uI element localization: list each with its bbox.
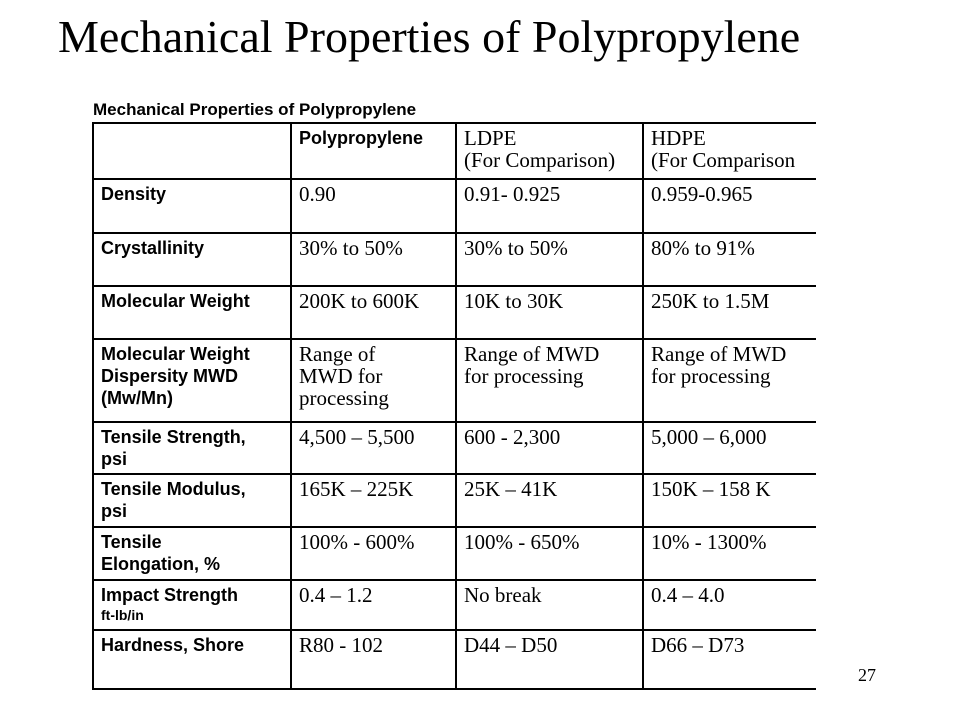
cell-text-line: 0.4 – 1.2 — [299, 583, 373, 607]
hdpe-value — [643, 286, 816, 339]
row-label — [93, 179, 291, 233]
pp-value — [291, 339, 456, 422]
row-label — [93, 580, 291, 630]
cell-text-line: for processing — [464, 364, 584, 388]
hdpe-value — [643, 339, 816, 422]
ldpe-value — [456, 422, 643, 474]
cell-text-line: 250K to 1.5M — [651, 289, 770, 313]
pp-value — [291, 233, 456, 286]
cell-text-line: 4,500 – 5,500 — [299, 425, 415, 449]
table-row-tensile-strength — [93, 422, 816, 474]
properties-table-container — [92, 122, 816, 691]
hdpe-value — [643, 474, 816, 527]
cell-text-line: Range of MWD — [651, 342, 787, 366]
hdpe-value — [643, 580, 816, 630]
cell-text-line: 10% - 1300% — [651, 530, 767, 554]
cell-text-line: R80 - 102 — [299, 633, 383, 657]
header-hdpe — [643, 123, 816, 179]
ldpe-value — [456, 527, 643, 580]
cell-text-line: Elongation, % — [101, 554, 220, 574]
ldpe-value — [456, 474, 643, 527]
cell-text-line: 10K to 30K — [464, 289, 564, 313]
cell-text-line: HDPE — [651, 126, 706, 150]
cell-text-line: 0.4 – 4.0 — [651, 583, 725, 607]
cell-text-line: 150K – 158 K — [651, 477, 771, 501]
table-row-tensile-elongation — [93, 527, 816, 580]
cell-text-line: 100% - 600% — [299, 530, 415, 554]
cell-text-line: Impact Strength — [101, 585, 239, 605]
cell-text-line: Dispersity MWD — [101, 366, 239, 386]
row-label — [93, 527, 291, 580]
cell-text-line: Polypropylene — [299, 128, 424, 148]
table-row-mwd — [93, 339, 816, 422]
table-row-tensile-modulus — [93, 474, 816, 527]
cell-text-line: (For Comparison — [651, 148, 796, 172]
pp-value — [291, 527, 456, 580]
table-row-impact-strength — [93, 580, 816, 630]
ldpe-value — [456, 179, 643, 233]
cell-text-line: LDPE — [464, 126, 517, 150]
cell-text-line: Tensile Modulus, — [101, 479, 246, 499]
ldpe-value — [456, 630, 643, 689]
hdpe-value — [643, 179, 816, 233]
table-row-molecular-weight — [93, 286, 816, 339]
cell-text-line: Hardness, Shore — [101, 635, 245, 655]
pp-value — [291, 630, 456, 689]
cell-text-line: for processing — [651, 364, 771, 388]
cell-text-line: (Mw/Mn) — [101, 388, 173, 408]
row-label — [93, 233, 291, 286]
table-header-row — [93, 123, 816, 179]
table-row-density — [93, 179, 816, 233]
cell-text-line: D66 – D73 — [651, 633, 745, 657]
hdpe-value — [643, 233, 816, 286]
cell-text-line: Molecular Weight — [101, 291, 250, 311]
header-ldpe — [456, 123, 643, 179]
table-row-hardness — [93, 630, 816, 689]
table-caption: Mechanical Properties of Polypropylene — [93, 100, 417, 119]
cell-text-line: 30% to 50% — [299, 236, 403, 260]
header-corner-cell — [93, 123, 291, 179]
ldpe-value — [456, 233, 643, 286]
cell-text-line: ft-lb/in — [101, 607, 144, 623]
page-number: 27 — [858, 665, 876, 685]
hdpe-value — [643, 630, 816, 689]
pp-value — [291, 474, 456, 527]
row-label — [93, 339, 291, 422]
properties-table — [92, 122, 816, 690]
cell-text-line: 200K to 600K — [299, 289, 420, 313]
pp-value — [291, 580, 456, 630]
cell-text-line: 165K – 225K — [299, 477, 414, 501]
slide-title: Mechanical Properties of Polypropylene — [58, 11, 801, 62]
cell-text-line: Tensile — [101, 532, 162, 552]
cell-text-line: 600 - 2,300 — [464, 425, 561, 449]
cell-text-line: Range of MWD — [464, 342, 600, 366]
cell-text-line: Crystallinity — [101, 238, 205, 258]
cell-text-line: 0.90 — [299, 182, 336, 206]
cell-text-line: (For Comparison) — [464, 148, 616, 172]
cell-text-line: D44 – D50 — [464, 633, 558, 657]
cell-text-line: MWD for — [299, 364, 383, 388]
ldpe-value — [456, 286, 643, 339]
pp-value — [291, 422, 456, 474]
cell-text-line: Molecular Weight — [101, 344, 250, 364]
cell-text-line: 80% to 91% — [651, 236, 755, 260]
cell-text-line: Tensile Strength, — [101, 427, 246, 447]
pp-value — [291, 286, 456, 339]
row-label — [93, 630, 291, 689]
row-label — [93, 422, 291, 474]
cell-text-line: 30% to 50% — [464, 236, 568, 260]
ldpe-value — [456, 339, 643, 422]
cell-text-line: 0.959-0.965 — [651, 182, 753, 206]
pp-value — [291, 179, 456, 233]
cell-text-line: No break — [464, 583, 542, 607]
hdpe-value — [643, 527, 816, 580]
cell-text-line: 25K – 41K — [464, 477, 558, 501]
cell-text-line: 5,000 – 6,000 — [651, 425, 767, 449]
row-label — [93, 286, 291, 339]
cell-text-line: psi — [101, 449, 128, 469]
hdpe-value — [643, 422, 816, 474]
cell-text-line: 0.91- 0.925 — [464, 182, 561, 206]
cell-text-line: psi — [101, 501, 128, 521]
ldpe-value — [456, 580, 643, 630]
cell-text-line: 100% - 650% — [464, 530, 580, 554]
cell-text-line: Density — [101, 184, 167, 204]
header-polypropylene — [291, 123, 456, 179]
row-label — [93, 474, 291, 527]
table-row-crystallinity — [93, 233, 816, 286]
cell-text-line: processing — [299, 386, 389, 410]
cell-text-line: Range of — [299, 342, 376, 366]
